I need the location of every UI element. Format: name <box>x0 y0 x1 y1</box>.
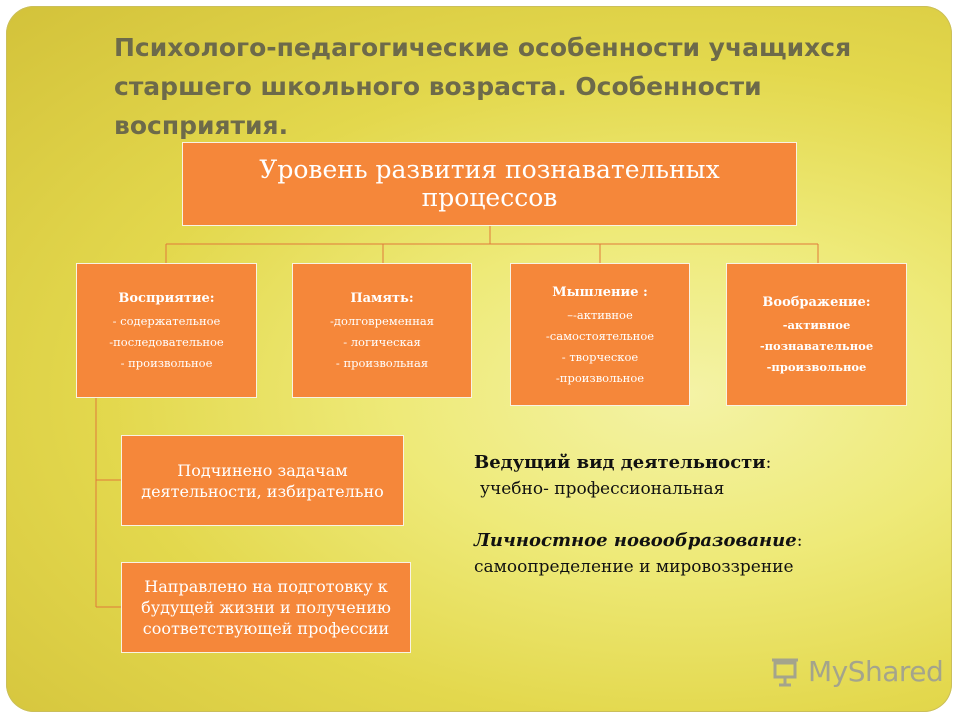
category-perception <box>76 263 257 398</box>
root-label: Уровень развития познавательных процессов <box>259 155 720 212</box>
formation-value: самоопределение и мировоззрение <box>474 557 794 577</box>
category-heading: Воображение: <box>762 295 871 310</box>
perception-detail-2 <box>121 562 411 653</box>
category-item: -произвольное <box>766 360 867 374</box>
category-item: -последовательное <box>109 335 224 349</box>
category-item: - содержательное <box>112 314 221 328</box>
category-heading: Память: <box>350 291 414 306</box>
category-item: -долговременная <box>330 314 434 328</box>
category-memory <box>292 263 472 398</box>
activity-label: Ведущий вид деятельности <box>474 452 766 473</box>
slide-title: Психолого-педагогические особенности учащихся старшего школьного возраста. Особенности восприятия. <box>114 33 852 140</box>
detail-text: Направлено на подготовку к будущей жизни и получению соответствующей профессии <box>141 577 391 638</box>
formation-label: Личностное новообразование <box>474 530 797 551</box>
root-box <box>182 142 797 226</box>
watermark-logo <box>768 654 943 688</box>
category-heading: Мышление : <box>552 284 648 300</box>
info-block: Ведущий вид деятельности: учебно- профессиональная Личностное новообразование: самоопределение и мировоззрение <box>474 450 894 580</box>
category-item: –-активное <box>567 307 633 322</box>
category-item: -активное <box>782 318 851 332</box>
detail-text: Подчинено задачам деятельности, избирательно <box>141 460 384 501</box>
category-item: -произвольное <box>555 370 645 385</box>
activity-value: учебно- профессиональная <box>480 479 725 499</box>
presentation-icon <box>768 654 802 688</box>
category-heading: Восприятие: <box>118 291 215 306</box>
perception-detail-1 <box>121 435 404 526</box>
category-thinking <box>510 263 690 406</box>
category-item: - произвольное <box>120 356 213 370</box>
category-item: - творческое <box>561 349 639 364</box>
category-imagination <box>726 263 907 406</box>
category-item: -самостоятельное <box>545 328 655 343</box>
category-item: - произвольная <box>335 356 429 370</box>
watermark-text: MyShared <box>808 654 944 688</box>
category-item: - логическая <box>343 335 421 349</box>
category-item: -познавательное <box>759 339 874 353</box>
